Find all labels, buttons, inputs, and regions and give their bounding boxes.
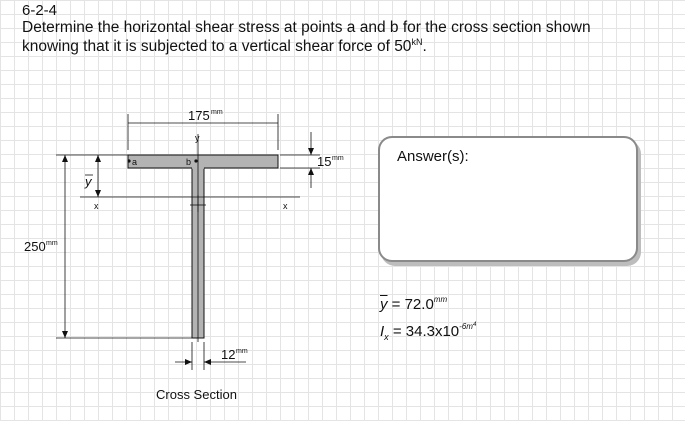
width-value: 175 <box>188 108 210 123</box>
answer-label: Answer(s): <box>397 148 469 165</box>
x-axis-label-right: x <box>283 201 288 211</box>
height-arrowhead-bottom <box>62 331 68 338</box>
ybar-symbol: $\overline{y}$ <box>380 296 388 313</box>
flange-arrowhead-top <box>308 148 314 155</box>
ix-exponent: -6m <box>459 322 473 331</box>
web-arrowhead-left <box>185 359 192 365</box>
flange-arrowhead-bottom <box>308 168 314 175</box>
answer-box[interactable] <box>378 136 638 262</box>
given-centroid <box>380 296 447 313</box>
given-moment-of-inertia <box>380 323 476 340</box>
ix-exponent-power: 4 <box>472 322 477 328</box>
web-thickness-unit: mm <box>236 348 248 355</box>
point-a-label: a <box>132 157 138 167</box>
ix-value: = 34.3x10 <box>388 323 460 340</box>
height-arrowhead-top <box>62 155 68 162</box>
point-b-label: b <box>186 157 192 167</box>
problem-statement-text: knowing that it is subjected to a vertical shear force of 50 <box>22 38 412 55</box>
y-axis-label: y <box>195 133 200 143</box>
problem-statement-end: . <box>422 38 427 55</box>
problem-statement-line-1: Determine the horizontal shear stress at points a and b for the cross section shown <box>22 19 591 36</box>
shear-force-unit: kN <box>411 37 423 47</box>
height-unit: mm <box>46 240 58 247</box>
ix-subscript: x <box>384 332 389 342</box>
ybar-arrowhead-bottom <box>95 190 101 197</box>
width-unit: mm <box>211 109 223 116</box>
point-a-dot <box>127 159 130 162</box>
flange-thickness-value: 15 <box>317 154 332 169</box>
ybar-arrowhead-top <box>95 155 101 162</box>
flange <box>128 155 278 168</box>
x-axis-label-left: x <box>94 201 99 211</box>
ybar-unit: mm <box>433 295 448 304</box>
ix-symbol: I <box>380 323 385 340</box>
height-value: 250 <box>24 239 46 254</box>
web-thickness-value: 12 <box>221 347 236 362</box>
problem-number: 6-2-4 <box>22 2 58 19</box>
ybar-value: = 72.0 <box>387 296 434 313</box>
diagram-caption: Cross Section <box>156 387 237 402</box>
point-b-dot <box>194 159 197 162</box>
web-arrowhead-right <box>204 359 211 365</box>
ybar-label: y <box>85 174 92 189</box>
flange-thickness-unit: mm <box>332 155 344 162</box>
